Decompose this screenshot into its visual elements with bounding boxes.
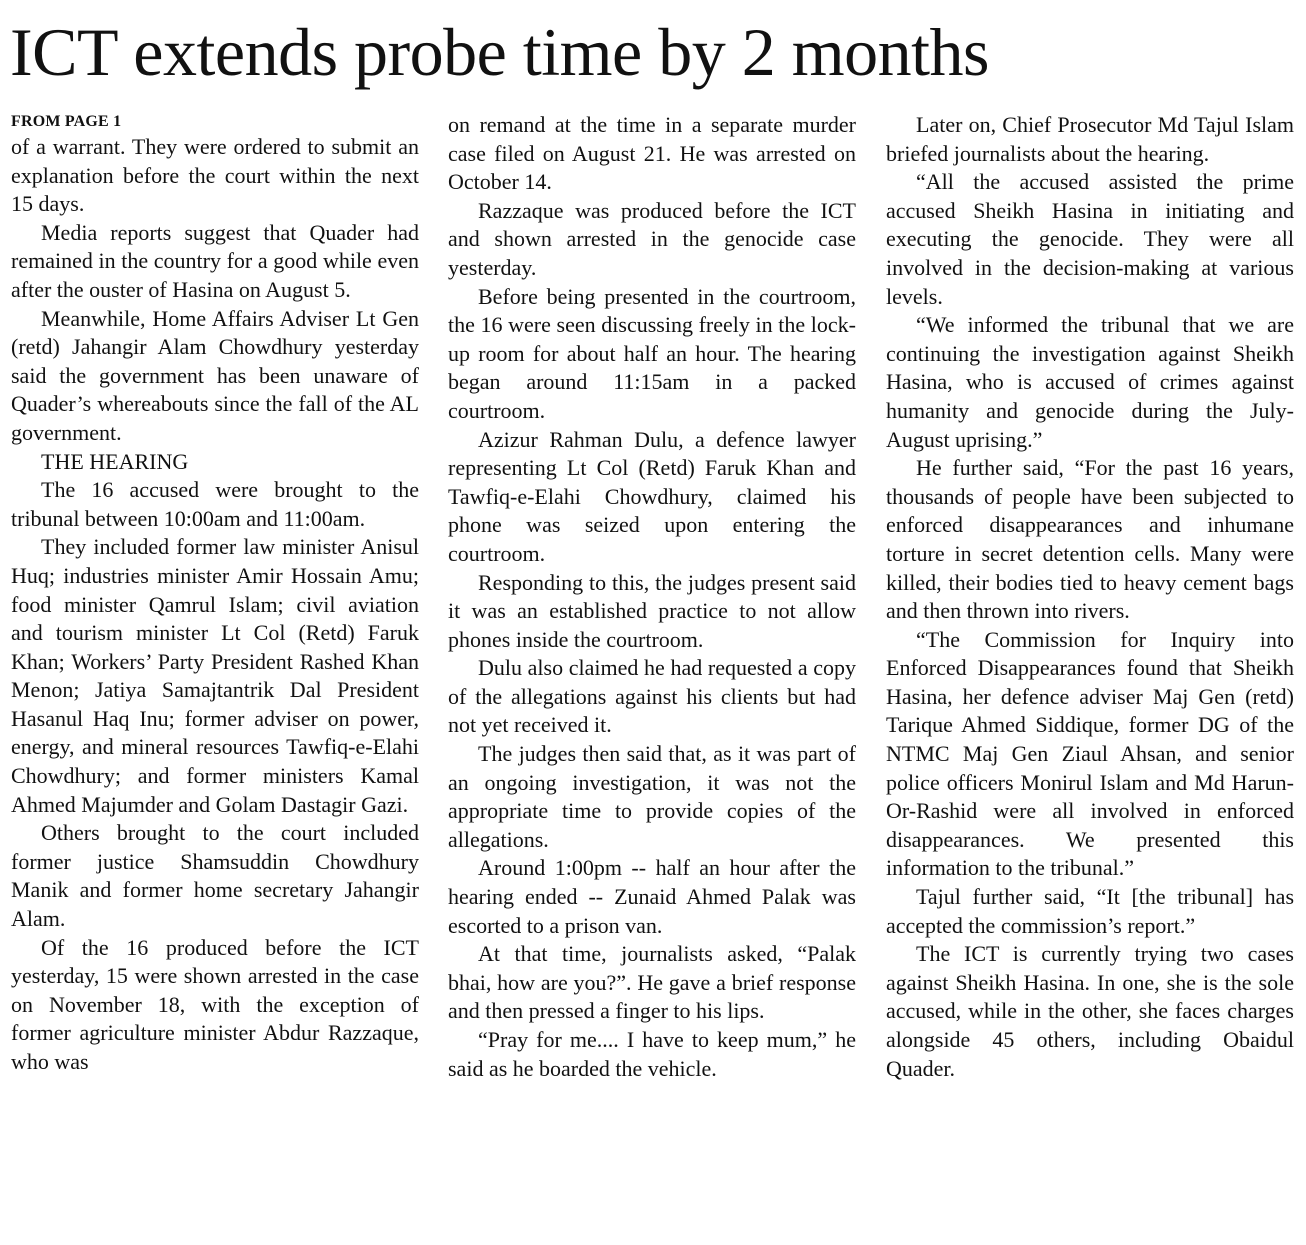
paragraph: Razzaque was produced before the ICT and shown arrested in the genocide case yesterday. <box>448 197 856 280</box>
paragraph: Dulu also claimed he had requested a copy of the allegations against his clients but had not yet received it. <box>448 655 856 738</box>
paragraph: Others brought to the court included former justice Shamsuddin Chowdhury Manik and former home secretary Jahangir Alam. <box>11 820 419 932</box>
paragraph: Tajul further said, “It [the tribunal] has accepted the commission’s report.” <box>886 884 1294 938</box>
paragraph: The ICT is currently trying two cases against Sheikh Hasina. In one, she is the sole accused, while in the other, she faces charges alongside 45 others, including Obaidul Quader. <box>886 941 1294 1081</box>
paragraph: “The Commission for Inquiry into Enforced Disappearances found that Sheikh Hasina, her defence adviser Maj Gen (retd) Tarique Ahmed Siddique, former DG of the NTMC Maj Gen Ziaul Ahsan, and senior police officers Monirul Islam and Md Harun-Or-Rashid were all involved in enforced disappearances. We presented this information to the tribunal.” <box>886 626 1294 881</box>
paragraph: “We informed the tribunal that we are continuing the investigation against Sheikh Hasina, who is accused of crimes against humanity and genocide during the July-August uprising.” <box>886 312 1294 452</box>
paragraph: He further said, “For the past 16 years, thousands of people have been subjected to enforced disappearances and inhumane torture in secret detention cells. Many were killed, their bodies tied to heavy cement bags and then thrown into rivers. <box>886 455 1294 624</box>
paragraph: of a warrant. They were ordered to submit an explanation before the court within the next 15 days. <box>11 134 419 217</box>
jump-kicker: FROM PAGE 1 <box>11 113 122 130</box>
paragraph: At that time, journalists asked, “Palak bhai, how are you?”. He gave a brief response and then pressed a finger to his lips. <box>448 941 856 1024</box>
headline: ICT extends probe time by 2 months <box>10 14 989 90</box>
paragraph: “Pray for me.... I have to keep mum,” he said as he boarded the vehicle. <box>448 1027 856 1081</box>
article-column-1 <box>11 111 419 1077</box>
article-column-2 <box>448 111 856 1083</box>
paragraph: Media reports suggest that Quader had remained in the country for a good while even after the ouster of Hasina on August 5. <box>11 219 419 302</box>
paragraph: They included former law minister Anisul Huq; industries minister Amir Hossain Amu; food minister Qamrul Islam; civil aviation and tourism minister Lt Col (Retd) Faruk Khan; Workers’ Party President Rashed Khan Menon; Jatiya Samajtantrik Dal President Hasanul Haq Inu; former adviser on power, energy, and mineral resources Tawfiq-e-Elahi Chowdhury; and former ministers Kamal Ahmed Majumder and Golam Dastagir Gazi. <box>11 534 419 817</box>
paragraph: Responding to this, the judges present said it was an established practice to not allow phones inside the courtroom. <box>448 569 856 652</box>
article-column-3 <box>886 111 1294 1083</box>
paragraph: Before being presented in the courtroom, the 16 were seen discussing freely in the lock-up room for about half an hour. The hearing began around 11:15am in a packed courtroom. <box>448 283 856 423</box>
paragraph: Around 1:00pm -- half an hour after the hearing ended -- Zunaid Ahmed Palak was escorted to a prison van. <box>448 855 856 938</box>
paragraph: The 16 accused were brought to the tribunal between 10:00am and 11:00am. <box>11 477 419 531</box>
paragraph: Azizur Rahman Dulu, a defence lawyer representing Lt Col (Retd) Faruk Khan and Tawfiq-e-Elahi Chowdhury, claimed his phone was seized upon entering the courtroom. <box>448 426 856 566</box>
paragraph: Later on, Chief Prosecutor Md Tajul Islam briefed journalists about the hearing. <box>886 112 1294 166</box>
paragraph: Meanwhile, Home Affairs Adviser Lt Gen (retd) Jahangir Alam Chowdhury yesterday said the government has been unaware of Quader’s whereabouts since the fall of the AL government. <box>11 305 419 445</box>
paragraph: “All the accused assisted the prime accused Sheikh Hasina in initiating and executing the genocide. They were all involved in the decision-making at various levels. <box>886 169 1294 309</box>
paragraph: The judges then said that, as it was part of an ongoing investigation, it was not the appropriate time to provide copies of the allegations. <box>448 741 856 852</box>
paragraph: on remand at the time in a separate murder case filed on August 21. He was arrested on October 14. <box>448 112 856 195</box>
section-subhead: THE HEARING <box>41 448 189 474</box>
paragraph: Of the 16 produced before the ICT yesterday, 15 were shown arrested in the case on November 18, with the exception of former agriculture minister Abdur Razzaque, who was <box>11 934 419 1074</box>
